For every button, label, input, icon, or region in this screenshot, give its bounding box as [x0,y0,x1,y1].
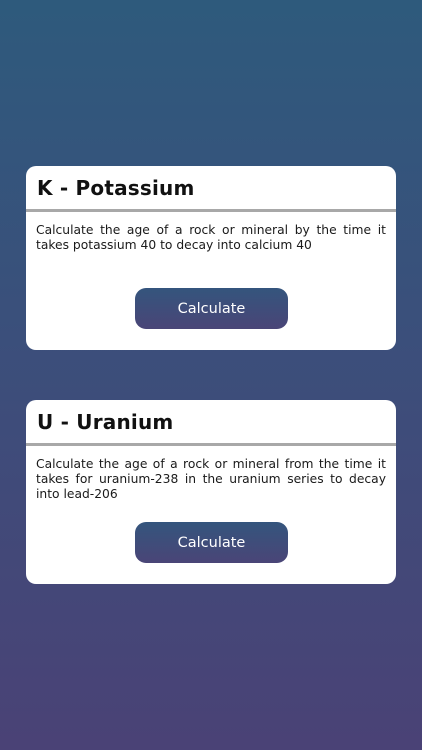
uranium-card-description: Calculate the age of a rock or mineral from the time it takes for uranium-238 in the uranium series to decay into lead-206 [36,457,386,501]
potassium-card-description: Calculate the age of a rock or mineral by the time it takes potassium 40 to decay into calcium 40 [36,223,386,252]
potassium-calculate-button[interactable]: Calculate [135,288,288,329]
potassium-card-header [26,166,396,212]
uranium-card-title: U - Uranium [37,409,174,434]
potassium-card-title: K - Potassium [37,175,195,200]
uranium-card-header [26,400,396,446]
potassium-card [26,166,396,350]
uranium-card [26,400,396,584]
uranium-calculate-button[interactable]: Calculate [135,522,288,563]
